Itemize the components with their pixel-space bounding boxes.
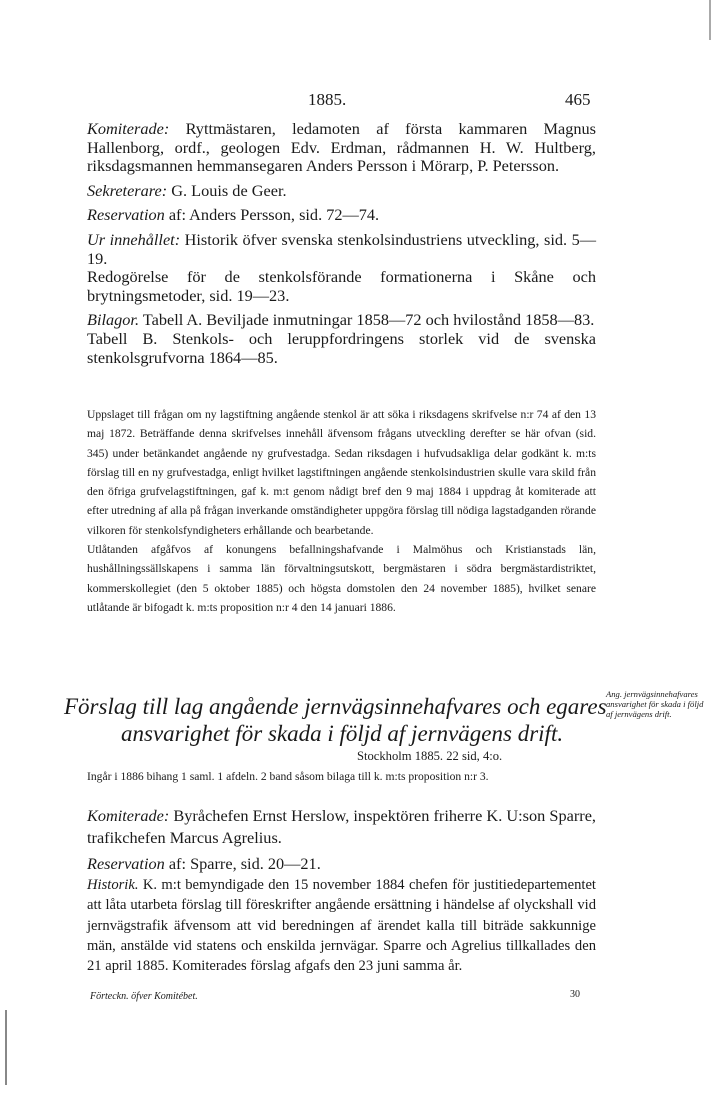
page-number: 465	[565, 90, 591, 109]
historik-text: K. m:t bemyndigade den 15 november 1884 chefen för justitiedepartementet att låta utarbeta förslag till föreskrifter angående ersättning i händelse af olyckshall vid jernvägstrafik äfvensom att vid beredningen af ärendet kalla till biträde sakkunnige män, anstälde vid statens och enskilda jernvägar. Sparre och Agrelius tillkallades den 21 april 1885. Komiterades förslag afgafs den 23 juni samma år.	[87, 877, 596, 975]
komiterade-paragraph	[62, 120, 596, 176]
section2-komiterade-paragraph	[62, 805, 596, 849]
historik-block	[62, 875, 596, 976]
uppslaget-paragraph: Uppslaget till frågan om ny lagstiftning angående stenkol är att söka i riksdagens skrifvelse n:r 74 af den 13 maj 1872. Beträffande denna skrifvelses innehåll äfvensom frågans utveckling derefter se här ofvan (sid. 345) under betänkandet angående ny grufvestadga. Sedan riksdagen i hufvudsakliga delar godkänt k. m:ts förslag till en ny grufvestadga, enligt hvilket lagstiftningen angående stenkolsindustrien skulle vara skild från den öfriga grufvelagstiftningen, gaf k. m:t genom nådigt bref den 9 maj 1884 i uppdrag åt komiterade att efter utredning af alla på frågan inverkande omständigheter uppgöra förslag till nödiga lagstadganden rörande vilkoren för stenkolsfyndigheters erhållande och bearbetande.	[87, 408, 596, 537]
tabell-b-paragraph: Tabell B. Stenkols- och leruppfordringens storlek vid de svenska stenkolsgrufvorna 1864—85.	[87, 328, 596, 367]
scan-edge-mark	[5, 1010, 7, 1085]
footer-catalog-label: Förteckn. öfver Komitébet.	[90, 991, 198, 1002]
redogorelse-paragraph: Redogörelse för de stenkolsförande formationerna i Skåne och brytningsmetoder, sid. 19—23.	[87, 267, 596, 305]
committee-block	[62, 120, 596, 367]
footer-sheet-number: 30	[570, 989, 580, 1000]
section2-reservation-paragraph	[62, 853, 596, 875]
bilagor-text: Tabell A. Beviljade inmutningar 1858—72 och hvilostånd 1858—83.	[139, 310, 595, 330]
section-title-line-2: ansvarighet för skada i följd af jernvägens drift.	[121, 721, 564, 746]
section2-committee-block	[62, 805, 596, 875]
publication-info: Stockholm 1885. 22 sid, 4:o.	[357, 749, 503, 763]
reservation-text: af: Anders Persson, sid. 72—74.	[164, 205, 380, 225]
historik-paragraph	[62, 875, 596, 976]
history-block	[62, 405, 596, 617]
sekreterare-text: G. Louis de Geer.	[167, 180, 287, 200]
bilagor-paragraph	[62, 311, 596, 330]
bilagor-label: Bilagor.	[87, 310, 140, 330]
side-note: Ang. jernvägsinnehafvares ansvarighet för skada i följd af jernvägens drift.	[606, 689, 704, 719]
ingar-paragraph: Ingår i 1886 bihang 1 saml. 1 afdeln. 2 band såsom bilaga till k. m:ts proposition n:r 3.	[87, 770, 489, 783]
komiterade-label: Komiterade:	[87, 119, 170, 138]
section-title-line-1: Förslag till lag angående jernvägsinnehafvares och egares	[64, 694, 607, 719]
sekreterare-label: Sekreterare:	[87, 180, 168, 200]
utlatanden-paragraph: Utlåtanden afgåfvos af konungens befallningshafvande i Malmöhus och Kristianstads län, hushållningssällskapens i samma län förvaltningsutskott, bergmästaren i södra bergmästardistriktet, kommerskollegiet (den 5 oktober 1885) och högsta domstolen den 24 november 1885), hvilket senare utlåtande är bifogadt k. m:ts proposition n:r 4 den 14 januari 1886.	[87, 543, 596, 614]
reservation-label: Reservation	[87, 205, 165, 225]
reservation-paragraph	[62, 206, 596, 225]
section2-komiterade-text: Byråchefen Ernst Herslow, inspektören friherre K. U:son Sparre, trafikchefen Marcus Agrelius.	[87, 806, 596, 847]
scan-edge-mark	[709, 0, 711, 40]
ingar-block	[62, 769, 596, 785]
running-year: 1885.	[308, 90, 347, 109]
sekreterare-paragraph	[62, 182, 596, 201]
ur-innehallet-text: Historik öfver svenska stenkolsindustriens utveckling, sid. 5—19.	[87, 229, 596, 268]
ur-innehallet-label: Ur innehållet:	[87, 229, 181, 249]
ur-innehallet-paragraph	[62, 231, 596, 268]
komiterade-text: Ryttmästaren, ledamoten af första kammaren Magnus Hallenborg, ordf., geologen Edv. Erdman, rådmannen H. W. Hultberg, riksdagsmannen hemmansegaren Anders Persson i Mörarp, P. Petersson.	[87, 119, 596, 176]
historik-label: Historik.	[87, 877, 139, 893]
section2-reservation-label: Reservation	[87, 854, 165, 873]
section2-reservation-text: af: Sparre, sid. 20—21.	[164, 854, 321, 873]
section2-komiterade-label: Komiterade:	[87, 806, 170, 825]
